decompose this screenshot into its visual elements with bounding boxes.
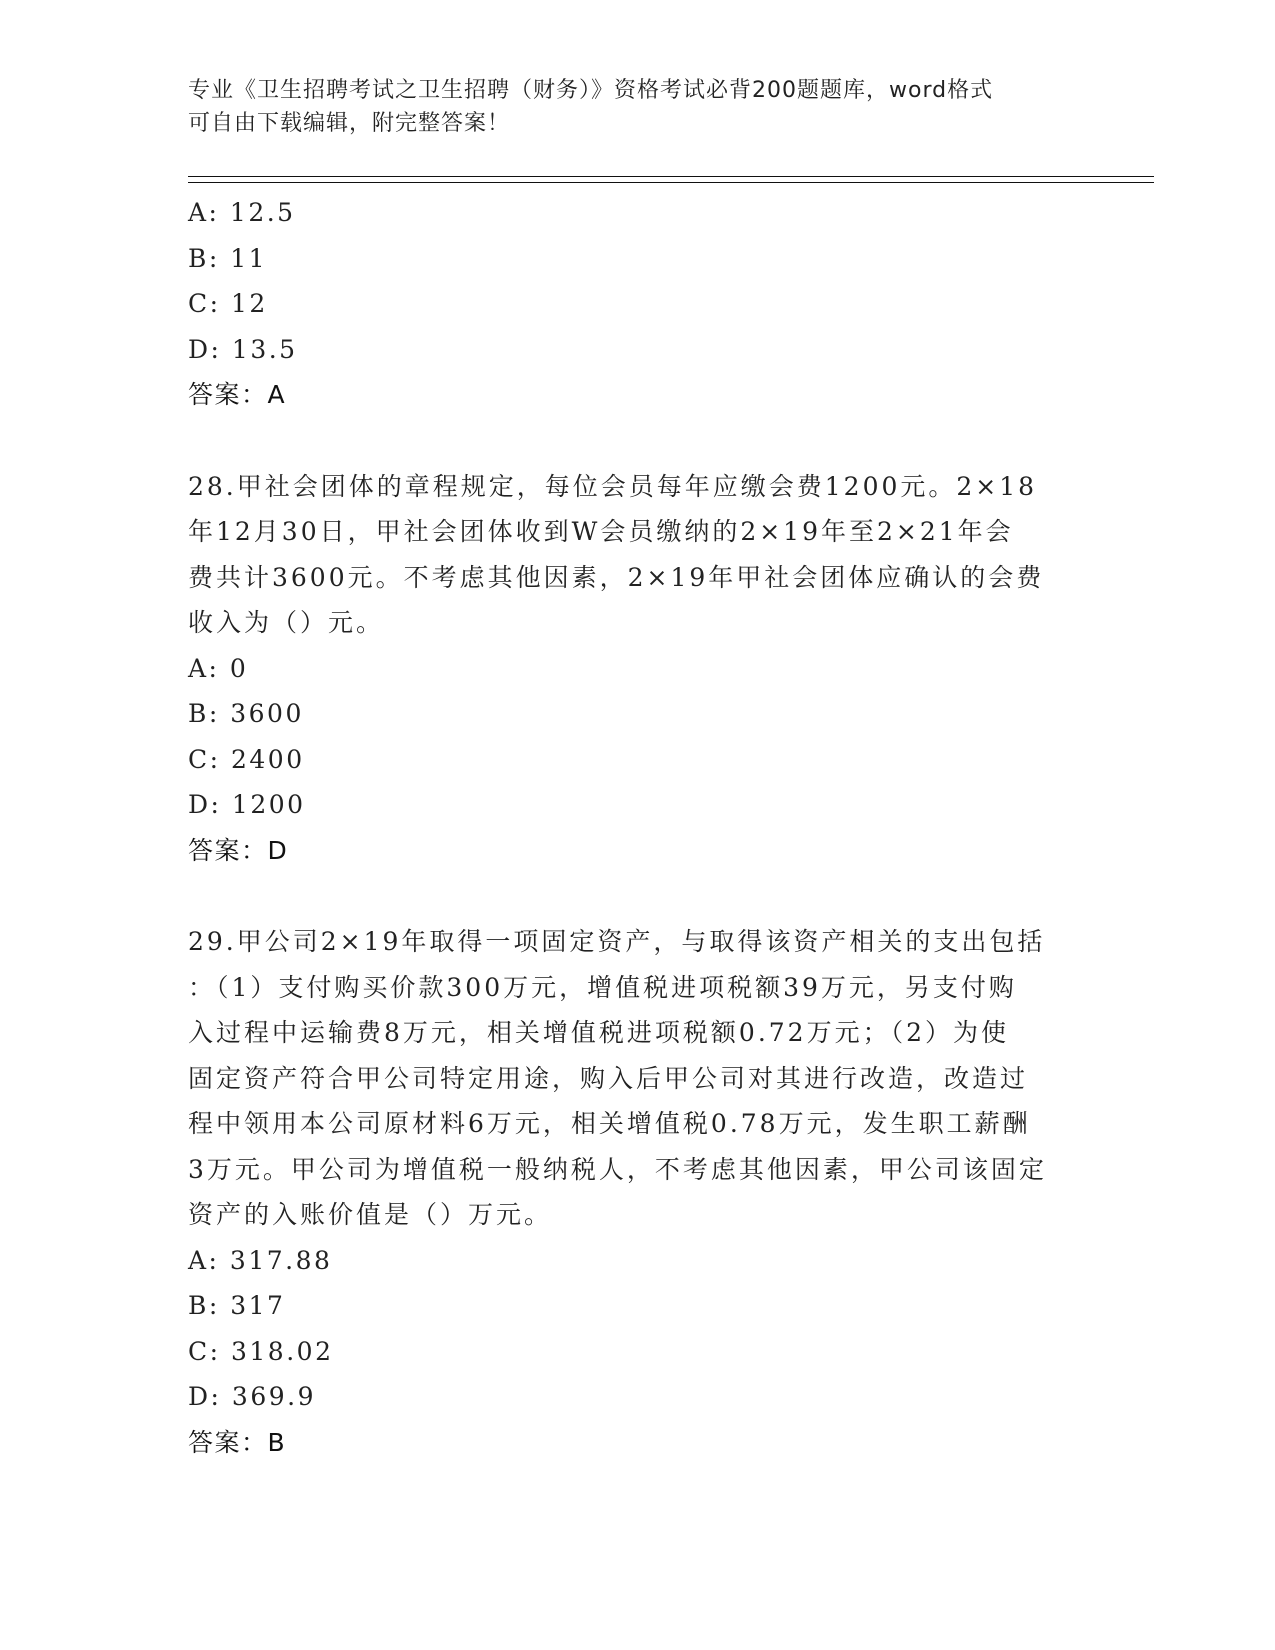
question-line: 3万元。甲公司为增值税一般纳税人，不考虑其他因素，甲公司该固定 [188,1154,1047,1184]
question-text [188,919,1088,1238]
option-c: C: 318.02 [188,1336,334,1366]
question-line: 资产的入账价值是（）万元。 [188,1200,553,1229]
header-title-line-2: 可自由下载编辑，附完整答案！ [188,111,511,136]
spacer [188,418,1088,464]
question-text [188,464,1088,646]
question-line: 29.甲公司2×19年取得一项固定资产，与取得该资产相关的支出包括 [188,927,1046,956]
question-line: ：（1）支付购买价款300万元，增值税进项税额39万元，另支付购 [188,972,1017,1002]
question-line: 费共计3600元。不考虑其他因素，2×19年甲社会团体应确认的会费 [188,562,1045,592]
option-d: D: 1200 [188,790,306,819]
question-block-29 [188,919,1088,1465]
option-a: A: 317.88 [188,1245,333,1275]
option-b: B: 11 [188,243,268,273]
question-line: 28.甲社会团体的章程规定，每位会员每年应缴会费1200元。2×18 [188,471,1038,501]
question-block-prev [188,190,1088,418]
option-d: D: 13.5 [188,334,298,364]
header-title-line-1: 专业《卫生招聘考试之卫生招聘（财务）》资格考试必背200题题库，word格式 [188,78,994,103]
option-b: B: 3600 [188,699,304,728]
document-header [188,74,1068,140]
question-line: 固定资产符合甲公司特定用途，购入后甲公司对其进行改造，改造过 [188,1063,1029,1093]
answer-line: 答案：A [188,380,287,409]
option-c: C: 12 [188,289,268,318]
question-line: 程中领用本公司原材料6万元，相关增值税0.78万元，发生职工薪酬 [188,1109,1031,1138]
option-b: B: 317 [188,1291,286,1320]
answer-line: 答案：B [188,1427,287,1457]
answer-line: 答案：D [188,835,289,865]
header-divider-bottom [188,182,1154,183]
document-body [188,190,1088,1465]
question-block-28 [188,464,1088,874]
option-d: D: 369.9 [188,1382,316,1411]
option-a: A: 0 [188,653,249,683]
option-a: A: 12.5 [188,198,296,227]
option-c: C: 2400 [188,744,305,774]
question-line: 入过程中运输费8万元，相关增值税进项税额0.72万元；（2）为使 [188,1018,1009,1047]
question-line: 年12月30日，甲社会团体收到W会员缴纳的2×19年至2×21年会 [188,517,1014,546]
spacer [188,873,1088,919]
header-divider-top [188,176,1154,177]
question-line: 收入为（）元。 [188,608,385,637]
